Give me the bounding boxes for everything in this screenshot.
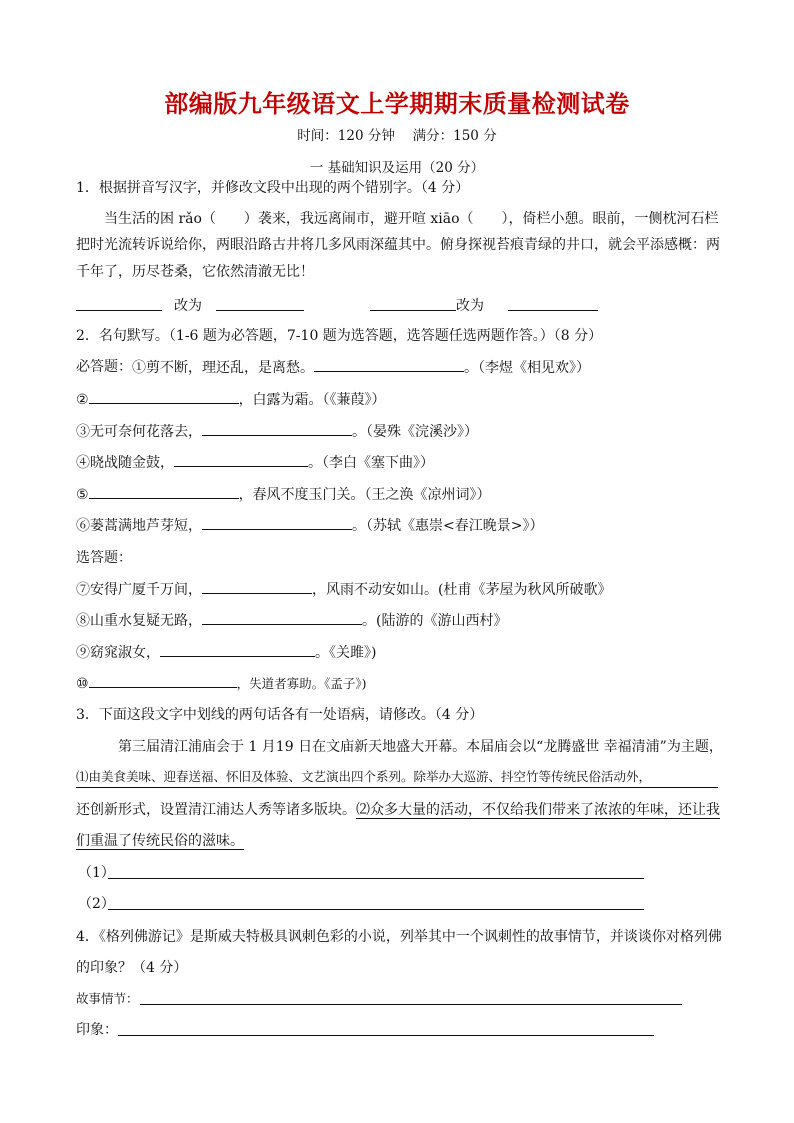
poem-line-7: ⑦安得广厦千万间， ，风雨不动安如山。(杜甫《茅屋为秋风所破歌》: [76, 579, 611, 600]
question-3-stem: 3．下面这段文字中划线的两句话各有一处语病，请修改。（4 分）: [76, 707, 484, 723]
answer-blank[interactable]: [314, 357, 464, 372]
question-1-stem: 1．根据拼音写汉字，并修改文段中出现的两个错别字。（4 分）: [76, 180, 470, 196]
answer-blank[interactable]: [89, 389, 239, 404]
question-2-stem: 2．名句默写。（1-6 题为必答题，7-10 题为选答题，选答题任选两题作答。）（8 分）: [76, 328, 603, 344]
underlined-sentence-2-end: 们重温了传统民俗的滋味。: [76, 833, 244, 849]
answer-blank[interactable]: [160, 642, 315, 657]
correction-label: 改为: [174, 298, 202, 314]
question-1-passage-line: 把时光流转诉说给你，两眼沿路古井将几多风雨深蕴其中。俯身探视苔痕青绿的井口，就会平添感概：两: [76, 237, 720, 253]
story-label: 故事情节：: [76, 991, 139, 1006]
answer-blank[interactable]: [89, 484, 239, 499]
answer-blank[interactable]: [370, 310, 456, 311]
question-1-passage-line: 当生活的困 rǎo（ ）袭来，我远离闹市，避开喧 xiāo（ ），倚栏小憩。眼前，一侧枕河石栏: [104, 211, 719, 227]
poem-line-10: ⑩ ，失道者寡助。《孟子》): [76, 673, 366, 694]
answer-blank[interactable]: [76, 310, 162, 311]
optional-label: 选答题：: [76, 550, 132, 566]
answer-2-label: （2）: [78, 896, 115, 912]
poem-line-6: ⑥蒌蒿满地芦芽短， 。（苏轼《惠崇<春江晚景>》）: [76, 515, 543, 536]
question-1-passage-line: 千年了，历尽苍桑，它依然清澈无比！: [76, 264, 314, 280]
question-4-stem: 的印象？（4 分）: [76, 960, 188, 976]
answer-1-label: （1）: [78, 865, 115, 881]
answer-blank[interactable]: [174, 452, 308, 467]
underlined-sentence-1: ⑴由美食美味、迎春送福、怀旧及体验、文艺演出四个系列。除举办大巡游、抖空竹等传统民俗活动外，: [76, 767, 718, 788]
poem-line-4: ④晓战随金鼓， 。（李白《塞下曲》）: [76, 452, 434, 473]
section-heading: 一 基础知识及运用（20 分）: [309, 160, 485, 176]
correction-label: 改为: [456, 298, 484, 314]
poem-line-1: ①剪不断，理还乱，是离愁。 。（李煜《相见欢》）: [132, 357, 590, 378]
story-answer-line[interactable]: [140, 1004, 682, 1005]
poem-line-5: ⑤ ，春风不度玉门关。（王之涣《凉州词》）: [76, 484, 491, 505]
question-3-passage-line: 还创新形式，设置清江浦达人秀等诸多版块。⑵众多大量的活动，不仅给我们带来了浓浓的年味，还让我: [76, 802, 720, 818]
answer-blank[interactable]: [202, 579, 312, 594]
answer-line-2[interactable]: [108, 909, 644, 910]
poem-line-3: ③无可奈何花落去， 。（晏殊《浣溪沙》）: [76, 421, 478, 442]
exam-time-score: 时间：120 分钟 满分：150 分: [297, 128, 497, 144]
answer-blank[interactable]: [202, 421, 352, 436]
required-label: 必答题：: [76, 359, 132, 375]
answer-blank[interactable]: [202, 515, 352, 530]
underlined-sentence-2: ⑵众多大量的活动，不仅给我们带来了浓浓的年味，还让我: [356, 802, 720, 818]
question-3-passage-line: 第三届清江浦庙会于 1 月19 日在文庙新天地盛大开幕。本届庙会以“龙腾盛世 幸福清浦”为主题，: [118, 739, 723, 755]
answer-blank[interactable]: [89, 673, 237, 688]
question-3-passage-line: [76, 831, 244, 851]
answer-blank[interactable]: [202, 610, 362, 625]
poem-line-8: ⑧山重水复疑无路， 。(陆游的《游山西村》: [76, 610, 507, 631]
exam-title: 部编版九年级语文上学期期末质量检测试卷: [164, 90, 630, 118]
answer-blank[interactable]: [216, 310, 304, 311]
poem-line-2: ② ，白露为霜。（《蒹葭》）: [76, 389, 386, 410]
question-4-stem: 4．《格列佛游记》是斯威夫特极具讽刺色彩的小说，列举其中一个讽刺性的故事情节，并谈谈你对格列佛: [76, 929, 722, 945]
answer-line-1[interactable]: [108, 878, 644, 879]
poem-line-9: ⑨窈窕淑女， 。《关雎》): [76, 642, 376, 663]
impression-label: 印象：: [76, 1022, 118, 1038]
impression-answer-line[interactable]: [118, 1035, 654, 1036]
answer-blank[interactable]: [508, 310, 598, 311]
